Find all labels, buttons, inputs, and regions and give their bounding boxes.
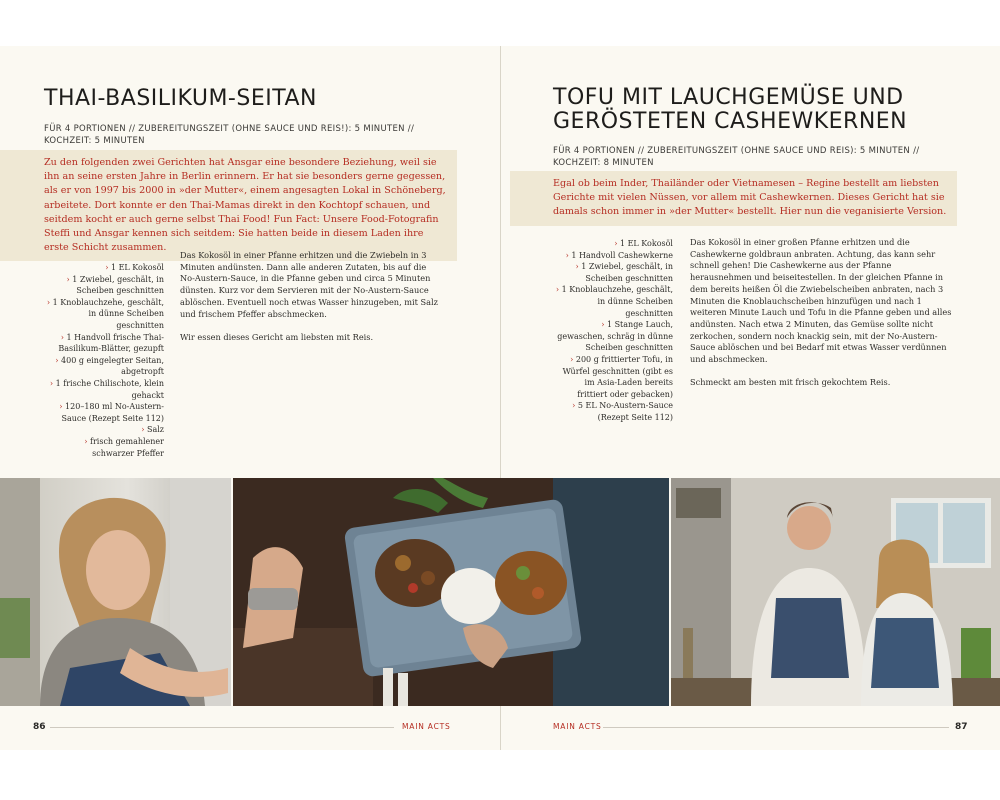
ingredient-list-right <box>553 238 673 424</box>
photo-plated-dish <box>233 478 669 706</box>
ingredient-item: › 400 g eingelegter Seitan, abgetropft <box>55 355 164 377</box>
intro-box-right <box>510 171 957 226</box>
ingredient-item: › frisch gemahlener schwarzer Pfeffer <box>84 436 164 458</box>
ingredient-item: › 5 EL No-Austern-Sauce (Rezept Seite 112) <box>572 401 673 422</box>
instructions-right <box>690 237 954 401</box>
ingredient-list-left <box>40 262 164 459</box>
ingredient-item: › 1 Knoblauchzehe, geschält, in dünne Scheiben geschnitten <box>555 285 673 318</box>
footer-rule-left <box>50 727 394 728</box>
instruction-paragraph: Das Kokosöl in einer Pfanne erhitzen und die Zwiebeln in 3 Minuten andünsten. Dann alle anderen Zutaten, bis auf die No-Austern-Sauce, in die Pfanne geben und circa 5 Minuten dünsten. Kurz vor dem Servieren mit der No-Austern-Sauce ablöschen. Eventuell noch etwas Wasser hinzugeben, mit Salz und frischem Pfeffer abschmecken. <box>180 250 438 319</box>
instruction-paragraph: Das Kokosöl in einer großen Pfanne erhitzen und die Cashewkerne goldbraun anbraten. Achtung, das kann sehr schnell gehen! Die Cashewkerne aus der Pfanne herausnehmen und beiseitestellen. In der gleichen Pfanne in dem bereits heißen Öl die Zwiebelscheiben anbraten, nach 3 Minuten die Knoblauchscheiben hinzufügen und nach 1 weiteren Minute Lauch und Tofu in die Pfanne geben und alles andünsten. Nach etwa 2 Minuten, das Gemüse sollte nicht zerkochen, sondern noch knackig sein, mit der No-Austern-Sauce ablöschen und bei Bedarf mit etwas Wasser verdünnen und abschmecken. <box>690 237 952 365</box>
recipe-meta-right: FÜR 4 PORTIONEN // ZUBEREITUNGSZEIT (OHNE SAUCE UND REIS): 5 MINUTEN // KOCHZEIT: 8 MINUTEN <box>553 146 920 168</box>
ingredient-item: › Salz <box>141 425 164 435</box>
serving-note: Schmeckt am besten mit frisch gekochtem Reis. <box>690 377 891 388</box>
intro-text-right: Egal ob beim Inder, Thailänder oder Vietnamesen – Regine bestellt am liebsten Gerichte mit vielen Nüssen, vor allem mit Cashewkernen. Dieses Gericht hat sie damals schon immer in »der Mutter« bestellt. Hier nun die veganisierte Version. <box>553 178 947 218</box>
section-label-right: MAIN ACTS <box>553 722 602 731</box>
intro-box-left <box>0 150 457 261</box>
ingredient-item: › 1 frische Chilischote, klein gehackt <box>49 378 164 400</box>
ingredient-item: › 1 Handvoll Cashewkerne <box>565 250 673 260</box>
ingredient-item: › 120–180 ml No-Austern-Sauce (Rezept Seite 112) <box>59 402 164 423</box>
ingredient-item: › 1 Zwiebel, geschält, in Scheiben geschnitten <box>66 274 164 296</box>
section-label-left: MAIN ACTS <box>402 722 451 731</box>
ingredient-item: › 1 Stange Lauch, gewaschen, schräg in dünne Scheiben geschnitten <box>557 320 673 353</box>
ingredient-item: › 1 Handvoll frische Thai-Basilikum-Blätter, gezupft <box>58 332 164 354</box>
recipe-title-left: THAI-BASILIKUM-SEITAN <box>44 86 317 111</box>
page-number-right: 87 <box>955 722 968 732</box>
footer-rule-right <box>603 727 949 728</box>
ingredient-item: › 1 Zwiebel, geschält, in Scheiben geschnitten <box>575 262 673 283</box>
photo-woman-cooking <box>0 478 231 706</box>
photo-couple-kitchen <box>671 478 1000 706</box>
ingredient-item: › 1 Knoblauchzehe, geschält, in dünne Scheiben geschnitten <box>46 297 164 330</box>
intro-text-left: Zu den folgenden zwei Gerichten hat Ansgar eine besondere Beziehung, weil sie ihn an seine ersten Jahre in Berlin erinnern. Er hat sie besonders gerne gegessen, als er von 1997 bis 2000 in »der Mutter«, einem angesagten Lokal in Schöneberg, arbeitete. Dort konnte er den Thai-Mamas direkt in den Kochtopf schauen, und seitdem kocht er auch gerne selbst Thai Food! Fun Fact: Unsere Food-Fotografin Steffi und Ansgar kennen sich seitdem: Sie hatten beide in diesem Laden ihre erste Schicht zusammen. <box>44 157 446 254</box>
ingredient-item: › 200 g frittierter Tofu, in Würfel geschnitten (gibt es im Asia-Laden bereits frittiert oder gebacken) <box>562 354 673 399</box>
ingredient-item: › 1 EL Kokosöl <box>105 263 164 272</box>
recipe-title-right: TOFU MIT LAUCHGEMÜSE UND GERÖSTETEN CASHEWKERNEN <box>553 85 908 134</box>
page-number-left: 86 <box>33 722 46 732</box>
ingredient-item: › 1 EL Kokosöl <box>614 239 673 248</box>
serving-note: Wir essen dieses Gericht am liebsten mit Reis. <box>180 331 374 342</box>
instructions-left <box>180 250 438 355</box>
recipe-meta-left: FÜR 4 PORTIONEN // ZUBEREITUNGSZEIT (OHNE SAUCE UND REIS!): 5 MINUTEN // KOCHZEIT: 5 MINUTEN <box>44 124 415 146</box>
